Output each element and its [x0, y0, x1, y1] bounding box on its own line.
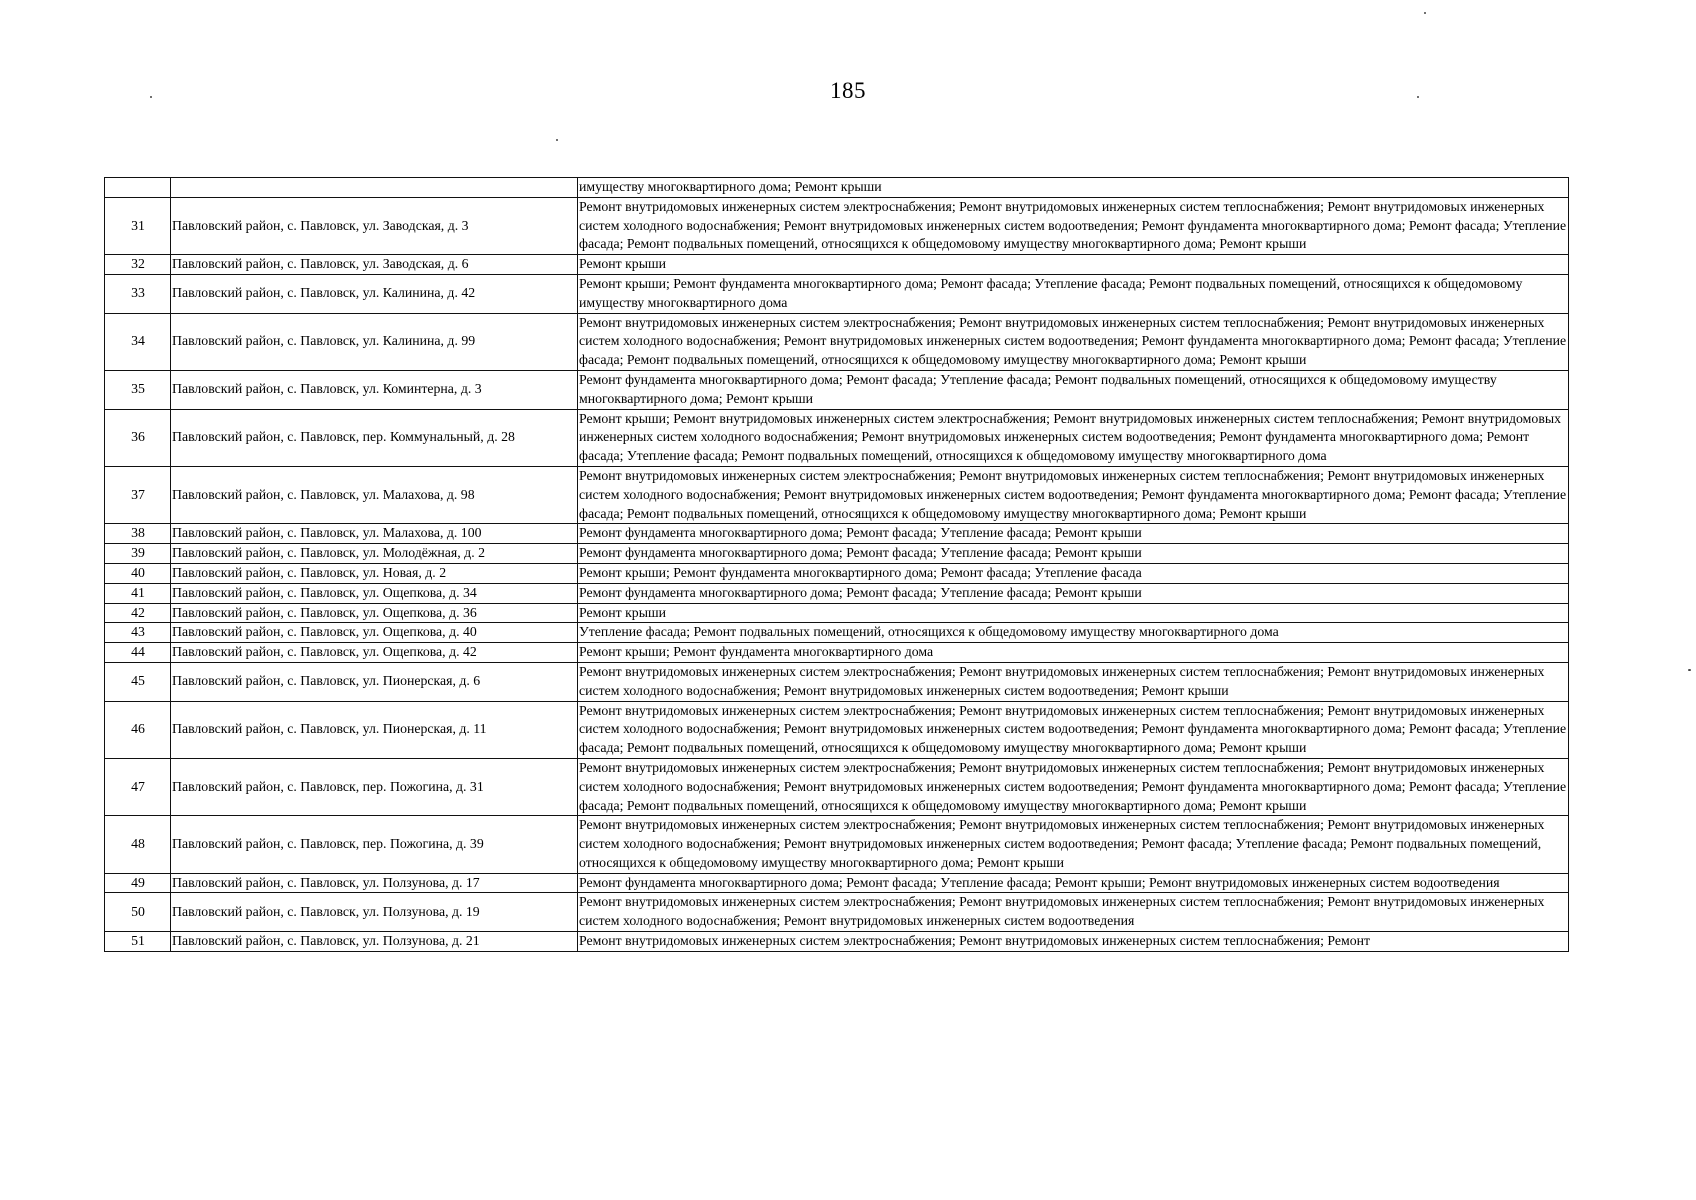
scan-speck	[1688, 669, 1691, 671]
works-cell: Ремонт внутридомовых инженерных систем электроснабжения; Ремонт внутридомовых инженерных систем теплоснабжения; Ремонт внутридомовых инженерных систем холодного водоснабжения; Ремонт внутридомовых инженерных систем водоотведения; Ремонт фасада; Утепление фасада; Ремонт подвальных помещений, относящихся к общедомовому имуществу многоквартирного дома; Ремонт крыши	[578, 816, 1569, 873]
scan-speck	[1424, 12, 1426, 14]
address-cell: Павловский район, с. Павловск, ул. Молодёжная, д. 2	[171, 544, 578, 564]
address-cell: Павловский район, с. Павловск, ул. Ползунова, д. 19	[171, 893, 578, 932]
address-cell: Павловский район, с. Павловск, ул. Калинина, д. 42	[171, 274, 578, 313]
table-row	[105, 603, 1569, 623]
table-row	[105, 313, 1569, 370]
table-row	[105, 623, 1569, 643]
works-cell: Ремонт крыши	[578, 603, 1569, 623]
row-number-cell: 49	[105, 873, 171, 893]
works-cell: Ремонт фундамента многоквартирного дома; Ремонт фасада; Утепление фасада; Ремонт крыши; Ремонт внутридомовых инженерных систем водоотведения	[578, 873, 1569, 893]
table-row	[105, 701, 1569, 758]
row-number-cell: 51	[105, 932, 171, 952]
address-cell: Павловский район, с. Павловск, ул. Малахова, д. 98	[171, 466, 578, 523]
table-row	[105, 409, 1569, 466]
row-number-cell: 47	[105, 758, 171, 815]
row-number-cell: 33	[105, 274, 171, 313]
table-row	[105, 563, 1569, 583]
works-cell: имуществу многоквартирного дома; Ремонт крыши	[578, 178, 1569, 198]
table-row	[105, 583, 1569, 603]
works-cell: Ремонт крыши; Ремонт фундамента многоквартирного дома; Ремонт фасада; Утепление фасада	[578, 563, 1569, 583]
works-cell: Ремонт внутридомовых инженерных систем электроснабжения; Ремонт внутридомовых инженерных систем теплоснабжения; Ремонт внутридомовых инженерных систем холодного водоснабжения; Ремонт внутридомовых инженерных систем водоотведения; Ремонт фундамента многоквартирного дома; Ремонт фасада; Утепление фасада; Ремонт подвальных помещений, относящихся к общедомовому имуществу многоквартирного дома; Ремонт крыши	[578, 197, 1569, 254]
table-row	[105, 643, 1569, 663]
works-cell: Ремонт внутридомовых инженерных систем электроснабжения; Ремонт внутридомовых инженерных систем теплоснабжения; Ремонт внутридомовых инженерных систем холодного водоснабжения; Ремонт внутридомовых инженерных систем водоотведения; Ремонт фундамента многоквартирного дома; Ремонт фасада; Утепление фасада; Ремонт подвальных помещений, относящихся к общедомовому имуществу многоквартирного дома; Ремонт крыши	[578, 313, 1569, 370]
address-cell: Павловский район, с. Павловск, пер. Пожогина, д. 31	[171, 758, 578, 815]
works-cell: Ремонт фундамента многоквартирного дома; Ремонт фасада; Утепление фасада; Ремонт крыши	[578, 583, 1569, 603]
address-cell: Павловский район, с. Павловск, ул. Заводская, д. 6	[171, 255, 578, 275]
scan-speck	[150, 96, 152, 98]
row-number-cell: 41	[105, 583, 171, 603]
scan-speck	[556, 139, 558, 141]
row-number-cell: 35	[105, 370, 171, 409]
address-cell: Павловский район, с. Павловск, ул. Ползунова, д. 21	[171, 932, 578, 952]
table-row	[105, 466, 1569, 523]
table-row	[105, 370, 1569, 409]
address-cell: Павловский район, с. Павловск, ул. Пионерская, д. 6	[171, 662, 578, 701]
address-cell: Павловский район, с. Павловск, ул. Ощепкова, д. 34	[171, 583, 578, 603]
row-number-cell: 43	[105, 623, 171, 643]
address-cell: Павловский район, с. Павловск, пер. Пожогина, д. 39	[171, 816, 578, 873]
table-row	[105, 544, 1569, 564]
address-cell	[171, 178, 578, 198]
table-body	[105, 178, 1569, 952]
address-cell: Павловский район, с. Павловск, ул. Коминтерна, д. 3	[171, 370, 578, 409]
works-cell: Ремонт внутридомовых инженерных систем электроснабжения; Ремонт внутридомовых инженерных систем теплоснабжения; Ремонт	[578, 932, 1569, 952]
works-cell: Утепление фасада; Ремонт подвальных помещений, относящихся к общедомовому имуществу многоквартирного дома	[578, 623, 1569, 643]
row-number-cell: 38	[105, 524, 171, 544]
address-cell: Павловский район, с. Павловск, ул. Малахова, д. 100	[171, 524, 578, 544]
works-cell: Ремонт внутридомовых инженерных систем электроснабжения; Ремонт внутридомовых инженерных систем теплоснабжения; Ремонт внутридомовых инженерных систем холодного водоснабжения; Ремонт внутридомовых инженерных систем водоотведения; Ремонт фундамента многоквартирного дома; Ремонт фасада; Утепление фасада; Ремонт подвальных помещений, относящихся к общедомовому имуществу многоквартирного дома; Ремонт крыши	[578, 758, 1569, 815]
address-cell: Павловский район, с. Павловск, ул. Ощепкова, д. 36	[171, 603, 578, 623]
row-number-cell: 42	[105, 603, 171, 623]
row-number-cell: 44	[105, 643, 171, 663]
table-row	[105, 178, 1569, 198]
scan-speck	[1417, 96, 1419, 98]
row-number-cell: 37	[105, 466, 171, 523]
row-number-cell: 45	[105, 662, 171, 701]
table-row	[105, 197, 1569, 254]
row-number-cell: 39	[105, 544, 171, 564]
works-cell: Ремонт внутридомовых инженерных систем электроснабжения; Ремонт внутридомовых инженерных систем теплоснабжения; Ремонт внутридомовых инженерных систем холодного водоснабжения; Ремонт внутридомовых инженерных систем водоотведения; Ремонт крыши	[578, 662, 1569, 701]
works-cell: Ремонт крыши	[578, 255, 1569, 275]
row-number-cell	[105, 178, 171, 198]
address-cell: Павловский район, с. Павловск, ул. Пионерская, д. 11	[171, 701, 578, 758]
address-cell: Павловский район, с. Павловск, ул. Ползунова, д. 17	[171, 873, 578, 893]
address-cell: Павловский район, с. Павловск, ул. Ощепкова, д. 42	[171, 643, 578, 663]
row-number-cell: 34	[105, 313, 171, 370]
table-row	[105, 893, 1569, 932]
repair-works-table	[104, 177, 1569, 952]
page-number: 185	[830, 78, 866, 103]
works-cell: Ремонт крыши; Ремонт фундамента многоквартирного дома	[578, 643, 1569, 663]
works-cell: Ремонт внутридомовых инженерных систем электроснабжения; Ремонт внутридомовых инженерных систем теплоснабжения; Ремонт внутридомовых инженерных систем холодного водоснабжения; Ремонт внутридомовых инженерных систем водоотведения; Ремонт фундамента многоквартирного дома; Ремонт фасада; Утепление фасада; Ремонт подвальных помещений, относящихся к общедомовому имуществу многоквартирного дома; Ремонт крыши	[578, 701, 1569, 758]
row-number-cell: 48	[105, 816, 171, 873]
works-cell: Ремонт внутридомовых инженерных систем электроснабжения; Ремонт внутридомовых инженерных систем теплоснабжения; Ремонт внутридомовых инженерных систем холодного водоснабжения; Ремонт внутридомовых инженерных систем водоотведения	[578, 893, 1569, 932]
table-row	[105, 873, 1569, 893]
works-cell: Ремонт внутридомовых инженерных систем электроснабжения; Ремонт внутридомовых инженерных систем теплоснабжения; Ремонт внутридомовых инженерных систем холодного водоснабжения; Ремонт внутридомовых инженерных систем водоотведения; Ремонт фундамента многоквартирного дома; Ремонт фасада; Утепление фасада; Ремонт подвальных помещений, относящихся к общедомовому имуществу многоквартирного дома; Ремонт крыши	[578, 466, 1569, 523]
table-row	[105, 274, 1569, 313]
address-cell: Павловский район, с. Павловск, пер. Коммунальный, д. 28	[171, 409, 578, 466]
works-cell: Ремонт фундамента многоквартирного дома; Ремонт фасада; Утепление фасада; Ремонт подвальных помещений, относящихся к общедомовому имуществу многоквартирного дома; Ремонт крыши	[578, 370, 1569, 409]
row-number-cell: 50	[105, 893, 171, 932]
table-row	[105, 255, 1569, 275]
row-number-cell: 36	[105, 409, 171, 466]
address-cell: Павловский район, с. Павловск, ул. Ощепкова, д. 40	[171, 623, 578, 643]
address-cell: Павловский район, с. Павловск, ул. Калинина, д. 99	[171, 313, 578, 370]
table-row	[105, 524, 1569, 544]
works-cell: Ремонт фундамента многоквартирного дома; Ремонт фасада; Утепление фасада; Ремонт крыши	[578, 524, 1569, 544]
table-row	[105, 662, 1569, 701]
works-cell: Ремонт крыши; Ремонт фундамента многоквартирного дома; Ремонт фасада; Утепление фасада; Ремонт подвальных помещений, относящихся к общедомовому имуществу многоквартирного дома	[578, 274, 1569, 313]
row-number-cell: 40	[105, 563, 171, 583]
row-number-cell: 32	[105, 255, 171, 275]
table-row	[105, 758, 1569, 815]
works-cell: Ремонт фундамента многоквартирного дома; Ремонт фасада; Утепление фасада; Ремонт крыши	[578, 544, 1569, 564]
row-number-cell: 31	[105, 197, 171, 254]
table-row	[105, 932, 1569, 952]
address-cell: Павловский район, с. Павловск, ул. Новая, д. 2	[171, 563, 578, 583]
row-number-cell: 46	[105, 701, 171, 758]
table-row	[105, 816, 1569, 873]
works-cell: Ремонт крыши; Ремонт внутридомовых инженерных систем электроснабжения; Ремонт внутридомовых инженерных систем теплоснабжения; Ремонт внутридомовых инженерных систем холодного водоснабжения; Ремонт внутридомовых инженерных систем водоотведения; Ремонт фундамента многоквартирного дома; Ремонт фасада; Утепление фасада; Ремонт подвальных помещений, относящихся к общедомовому имуществу многоквартирного дома	[578, 409, 1569, 466]
address-cell: Павловский район, с. Павловск, ул. Заводская, д. 3	[171, 197, 578, 254]
